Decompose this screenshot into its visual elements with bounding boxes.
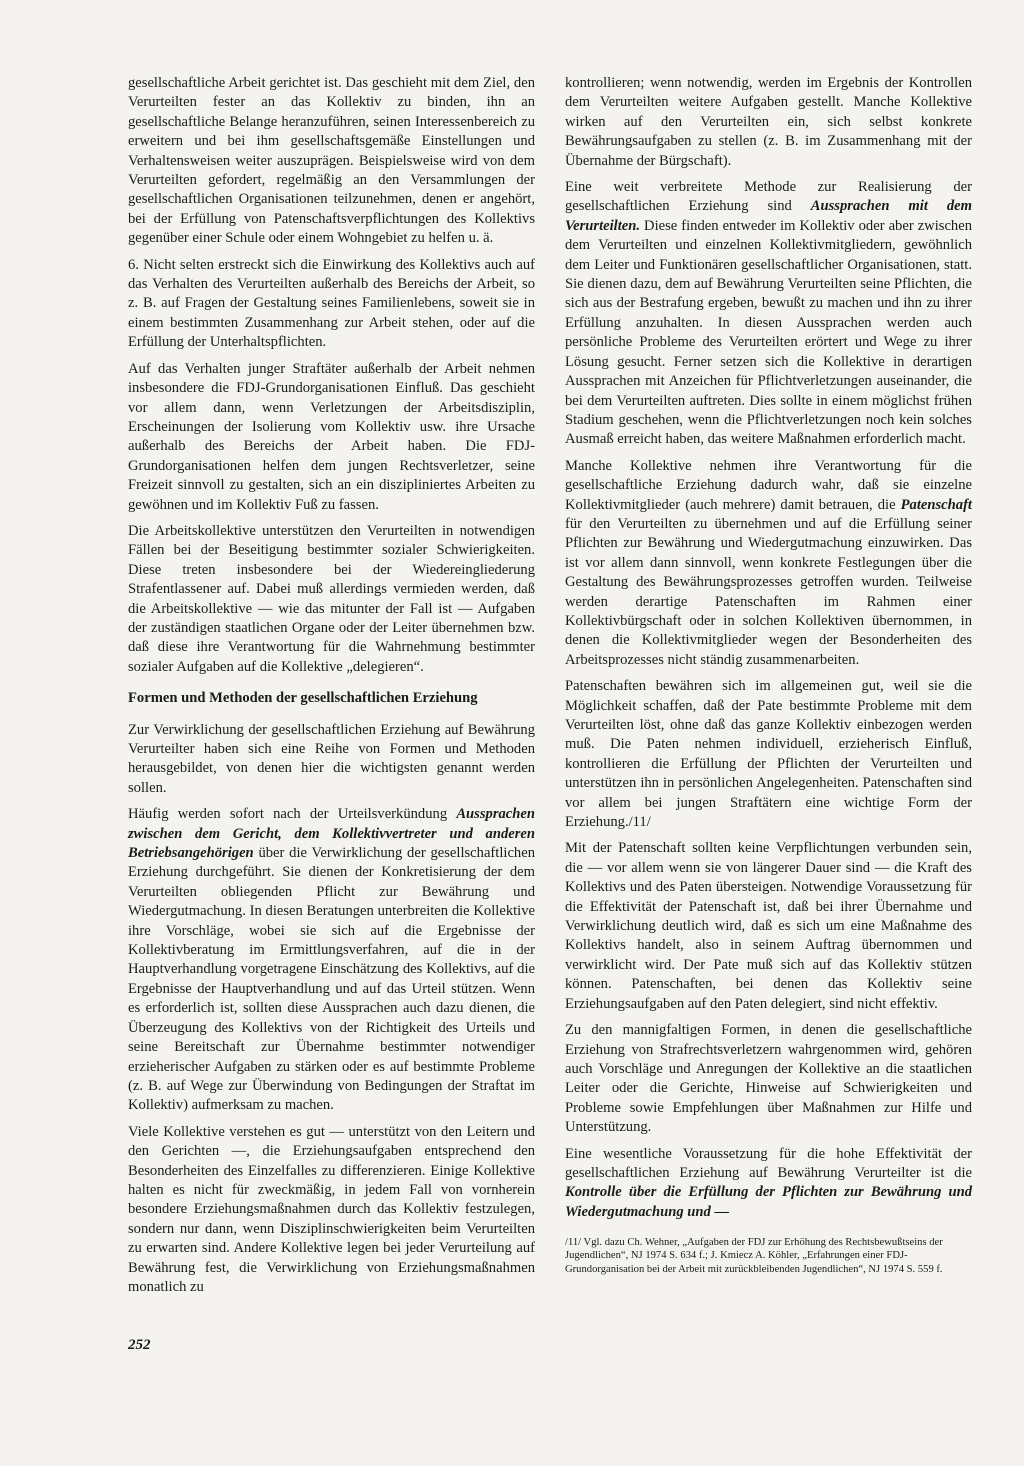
emphasis-text: Patenschaft — [900, 496, 972, 513]
paragraph — [565, 457, 972, 670]
paragraph-text: Häufig werden sofort nach der Urteilsverkündung — [128, 806, 457, 823]
right-column — [565, 74, 972, 1276]
paragraph — [565, 178, 972, 450]
paragraph: kontrollieren; wenn notwendig, werden im Ergebnis der Kontrollen dem Verurteilten weitere Aufgaben gestellt. Manche Kollektive wirken auf den Verurteilten ein, sich selbst konkrete Bewährungsaufgaben zu stellen (z. B. im Zusammenhang mit der Übernahme der Bürgschaft). — [565, 75, 972, 169]
emphasis-text: Aussprachen mit dem Verurteilten. — [565, 198, 972, 234]
paragraph-text: Manche Kollektive nehmen ihre Verantwortung für die gesellschaftliche Erziehung dadurch wahr, daß sie einzelne Kollektivmitglieder (auch mehrere) damit betrauen, die — [565, 457, 972, 513]
paragraph-text: Diese finden entweder im Kollektiv oder aber zwischen dem Verurteilten und einzelnen Kollektivmitgliedern, gewöhnlich dem Leiter und Funktionären gesellschaftlicher Organisationen, statt. Sie dienen dazu, dem auf Bewährung Verurteilten seine Pflichten, die sich aus der Bestrafung ergeben, bewußt zu machen und ihn zu ihrer Erfüllung anzuhalten. In diesen Aussprachen werden auch persönliche Probleme des Verurteilten erörtert und Wege zu ihrer Lösung gesucht. Ferner setzen sich die Kollektive in derartigen Aussprachen mit Anzeichen für Pflichtverletzungen auseinander, die bei dem Verurteilten auftreten. Dies sollte in einem möglichst frühen Stadium geschehen, wenn die Pflichtverletzungen noch kein solches Ausmaß erreicht haben, das weitere Maßnahmen erforderlich macht. — [565, 217, 972, 448]
paragraph-text: Eine wesentliche Voraussetzung für die hohe Effektivität der gesellschaftlichen Erziehung auf Bewährung Verurteilter ist die — [565, 1145, 972, 1181]
paragraph-text: über die Verwirklichung der gesellschaftlichen Erziehung durchgeführt. Sie dienen der Konkretisierung der dem Verurteilten obliegenden Pflicht zur Bewährung und Wiedergutmachung. In diesen Beratungen unterbreiten die Kollektive ihre Vorschläge, wobei sie sich auf die Ergebnisse der Kollektivberatung im Ermittlungsverfahren, auf die in der Hauptverhandlung vorgetragene Einschätzung des Kollektivs, auf die Ergebnisse der Hauptverhandlung und auf das Urteil stützen. Wenn es erforderlich ist, sollten diese Aussprachen auch dazu dienen, die Überzeugung des Kollektivs von der Richtigkeit des Urteils und seine Bereitschaft zur Übernahme bestimmter notwendiger erzieherischer Aufgaben zu stärken oder es auf bestimmte Probleme (z. B. auf Wege zur Überwindung von Bedingungen der Straftat im Kollektiv) aufmerksam zu machen. — [128, 845, 535, 1114]
paragraph: Zu den mannigfaltigen Formen, in denen die gesellschaftliche Erziehung von Strafrechtsverletzern wahrgenommen wird, gehören auch Vorschläge und Anregungen der Kollektive an die staatlichen Leiter oder die Gerichte, Hinweise auf Schwierigkeiten und Probleme sowie Empfehlungen über Maßnahmen zur Hilfe und Unterstützung. — [565, 1022, 972, 1136]
paragraph-text: für den Verurteilten zu übernehmen und auf die Erfüllung seiner Pflichten zur Bewährung und Wiedergutmachung einzuwirken. Das ist vor allem dann sinnvoll, wenn konkrete Festlegungen über die Gestaltung des Bewährungsprozesses getroffen wurden. Teilweise werden derartige Patenschaften im Rahmen einer Kollektivbürgschaft oder in solchen Kollektiven übernommen, in denen die Kollektivmitglieder wegen der Besonderheiten des Arbeitsprozesses nicht ständig zusammenarbeiten. — [565, 515, 972, 668]
paragraph: gesellschaftliche Arbeit gerichtet ist. Das geschieht mit dem Ziel, den Verurteilten fester an das Kollektiv zu binden, ihn an gesellschaftliche Belange heranzuführen, seinen Interessenbereich zu erweitern und bei ihm gesellschaftsgemäße Einstellungen und Verhaltensweisen weiter auszuprägen. Beispielsweise wird von dem Verurteilten gefordert, regelmäßig an den Versammlungen der gesellschaftlichen Organisationen teilzunehmen, denen er angehört, bei der Erfüllung von Patenschaftsverpflichtungen des Kollektivs gegenüber einer Schule oder einem Wohngebiet zu helfen u. ä. — [128, 75, 535, 247]
paragraph-text: Eine weit verbreitete Methode zur Realisierung der gesellschaftlichen Erziehung sind — [565, 179, 972, 215]
paragraph: Patenschaften bewähren sich im allgemeinen gut, weil sie die Möglichkeit schaffen, daß der Pate bestimmte Probleme mit dem Verurteilten löst, ohne daß das ganze Kollektiv einbezogen werden muß. Die Paten nehmen individuell, erzieherisch Einfluß, kontrollieren die Erfüllung der Pflichten der Verurteilten und unterstützen ihn in persönlichen Angelegenheiten. Patenschaften sind vor allem bei jungen Straftätern eine wichtige Form der Erziehung./11/ — [565, 678, 972, 831]
paragraph: Mit der Patenschaft sollten keine Verpflichtungen verbunden sein, die — vor allem wenn sie von längerer Dauer sind — die Kraft des Kollektivs und des Paten übersteigen. Notwendige Voraussetzung für die Effektivität der Patenschaft ist, daß bei ihrer Übernahme und Verwirklichung deutlich wird, daß es sich um eine Maßnahme des Kollektivs handelt, also in seinem Auftrag übernommen und verwirklicht wird. Der Pate muß sich auf das Kollektiv stützen können. Patenschaften, bei denen das Kollektiv seine Erziehungsaufgaben auf den Paten delegiert, sind nicht effektiv. — [565, 840, 972, 1012]
paragraph: Zur Verwirklichung der gesellschaftlichen Erziehung auf Bewährung Verurteilter haben sich eine Reihe von Formen und Methoden herausgebildet, von denen hier die wichtigsten genannt werden sollen. — [128, 721, 535, 796]
emphasis-text: Aussprachen zwischen dem Gericht, dem Kollektivvertreter und anderen Betriebsangehörigen — [128, 806, 535, 862]
emphasis-text: Kontrolle über die Erfüllung der Pflichten zur Bewährung und Wiedergutmachung und — — [565, 1184, 972, 1220]
footnote-text: /11/ Vgl. dazu Ch. Wehner, „Aufgaben der FDJ zur Erhöhung des Rechtsbewußtseins der Jugendlichen“, NJ 1974 S. 634 f.; J. Kmiecz A. Köhler, „Erfahrungen einer FDJ-Grundorganisation bei der Arbeit mit zurückbleibenden Jugendlichen“, NJ 1974 S. 559 f. — [565, 1237, 943, 1275]
paragraph: Die Arbeitskollektive unterstützen den Verurteilten in notwendigen Fällen bei der Beseitigung bestimmter sozialer Schwierigkeiten. Diese treten insbesondere bei der Wiedereingliederung Strafentlassener auf. Dabei muß allerdings vermieden werden, daß die Arbeitskollektive — wie das mitunter der Fall ist — Aufgaben der zuständigen staatlichen Organe oder der Leiter übernehmen bzw. daß diese ihre Verantwortung für die Wahrnehmung bestimmter sozialer Aufgaben auf die Kollektive „delegieren“. — [128, 522, 535, 675]
paragraph: Viele Kollektive verstehen es gut — unterstützt von den Leitern und den Gerichten —, die Erziehungsaufgaben entsprechend den Besonderheiten des Einzelfalles zu differenzieren. Einige Kollektive halten es nicht für zweckmäßig, in jedem Fall von vornherein besondere Erziehungsmaßnahmen durch das Kollektiv festzulegen, sondern nur dann, wenn Disziplinschwierigkeiten beim Verurteilten zu erwarten sind. Andere Kollektive legen bei jeder Verurteilung auf Bewährung fest, die Verwirklichung von Erziehungsmaßnahmen monatlich zu — [128, 1123, 535, 1295]
paragraph: 6. Nicht selten erstreckt sich die Einwirkung des Kollektivs auch auf das Verhalten des Verurteilten außerhalb des Bereichs der Arbeit, so z. B. auf Fragen der Gestaltung seines Familienlebens, soweit sie in einem bestimmten Zusammenhang zur Arbeit stehen, oder auf die Erfüllung der Unterhaltspflichten. — [128, 256, 535, 351]
paragraph — [128, 805, 535, 1116]
section-heading: Formen und Methoden der gesellschaftlichen Erziehung — [128, 690, 478, 707]
page-number: 252 — [128, 1337, 151, 1353]
footnote — [565, 1236, 972, 1276]
paragraph: Auf das Verhalten junger Straftäter außerhalb der Arbeit nehmen insbesondere die FDJ-Grundorganisationen Einfluß. Das geschieht vor allem dann, wenn Verletzungen der Arbeitsdisziplin, Erscheinungen der Isolierung vom Kollektiv usw. ihre Ursache außerhalb des Bereichs der Arbeit haben. Die FDJ-Grundorganisationen helfen dem jungen Rechtsverletzer, seine Freizeit sinnvoll zu gestalten, sich an ein diszipliniertes Arbeiten zu gewöhnen und im Kollektiv Fuß zu fassen. — [128, 360, 535, 513]
left-column — [128, 74, 535, 1304]
paragraph — [565, 1145, 972, 1223]
